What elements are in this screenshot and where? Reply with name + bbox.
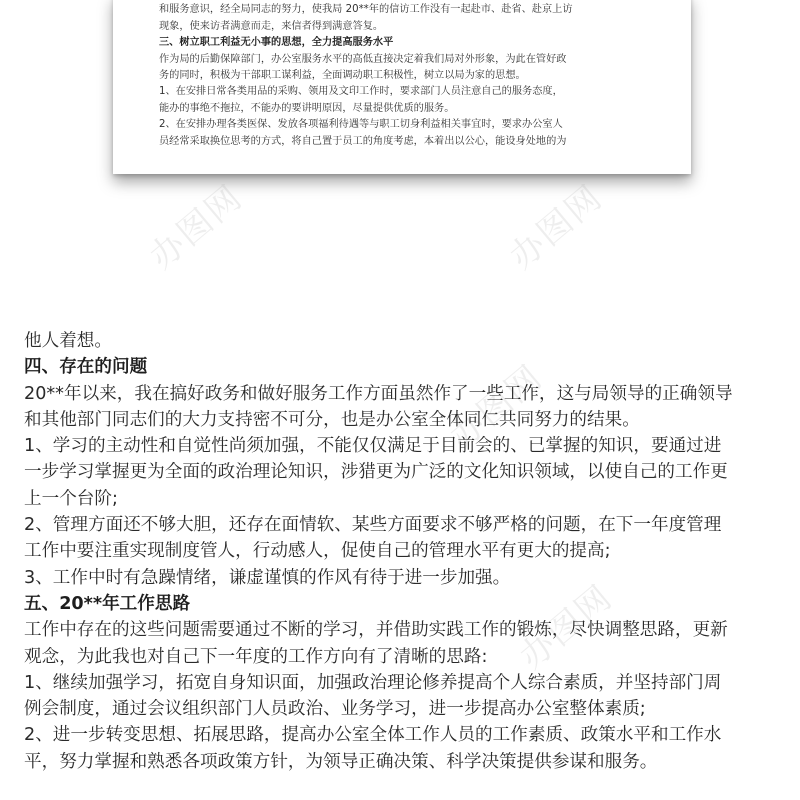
body-line: 观念，为此我也对自己下一年度的工作方向有了清晰的思路: <box>24 646 488 667</box>
body-line: 平，努力掌握和熟悉各项政策方针，为领导正确决策、科学决策提供参谋和服务。 <box>24 751 658 772</box>
watermark: 办图网 <box>142 177 251 278</box>
body-line: 工作中存在的这些问题需要通过不断的学习，并借助实践工作的锻炼，尽快调整思路，更新 <box>24 620 728 641</box>
body-line: 一步学习掌握更为全面的政治理论知识，涉猎更为广泛的文化知识领域，以使自己的工作更 <box>24 462 728 483</box>
body-line: 2、管理方面还不够大胆，还存在面情软、某些方面要求不够严格的问题，在下一年度管理 <box>24 515 722 536</box>
body-line: 3、工作中时有急躁情绪，谦虚谨慎的作风有待于进一步加强。 <box>24 567 511 588</box>
body-line: 1、学习的主动性和自觉性尚须加强，不能仅仅满足于目前会的、已掌握的知识，要通过进 <box>24 436 722 457</box>
body-line: 20**年以来，我在搞好政务和做好服务工作方面虽然作了一些工作，这与局领导的正确领导 <box>24 383 733 404</box>
watermark: 办图网 <box>442 357 551 458</box>
document-body <box>24 328 780 775</box>
preview-line: 能办的事绝不拖拉，不能办的要讲明原因，尽量提供优质的服务。 <box>159 102 455 114</box>
body-line: 工作中要注重实现制度管人，行动感人，促使自己的管理水平有更大的提高; <box>24 541 611 562</box>
body-line: 上一个台阶; <box>24 488 118 509</box>
body-line: 例会制度，通过会议组织部门人员政治、业务学习，进一步提高办公室整体素质; <box>24 699 646 720</box>
section-heading: 四、存在的问题 <box>24 357 148 378</box>
watermark: 办图网 <box>502 177 611 278</box>
preview-line: 员经常采取换位思考的方式，将自己置于员工的角度考虑，本着出以公心，能设身处地的为 <box>159 135 567 147</box>
body-line: 1、继续加强学习，拓宽自身知识面，加强政治理论修养提高个人综合素质，并坚持部门周 <box>24 672 722 693</box>
section-heading: 五、20**年工作思路 <box>24 593 191 614</box>
preview-line: 现象，使来访者满意而走，来信者得到满意答复。 <box>159 20 384 32</box>
document-preview-area <box>0 0 800 292</box>
preview-line: 作为局的后勤保障部门，办公室服务水平的高低直接决定着我们局对外形象，为此在管好政 <box>159 53 567 65</box>
preview-line: 2、在安排办理各类医保、发放各项福利待遇等与职工切身利益相关事宜时，要求办公室人 <box>159 119 563 131</box>
preview-line: 和服务意识，经全局同志的努力，使我局 20**年的信访工作没有一起赴市、赴省、赴京上访 <box>159 4 573 16</box>
preview-line: 务的同时，积极为干部职工谋利益，全面调动职工积极性，树立以局为家的思想。 <box>159 70 526 82</box>
document-preview-card <box>113 0 691 174</box>
body-line: 和其他部门同志们的大力支持密不可分，也是办公室全体同仁共同努力的结果。 <box>24 409 640 430</box>
body-line: 2、进一步转变思想、拓展思路，提高办公室全体工作人员的工作素质、政策水平和工作水 <box>24 725 722 746</box>
preview-line: 1、在安排日常各类用品的采购、领用及文印工作时，要求部门人员注意自己的服务态度， <box>159 86 563 98</box>
preview-section-heading: 三、树立职工利益无小事的思想，全力提高服务水平 <box>159 37 394 49</box>
watermark: 办图网 <box>512 577 621 678</box>
document-preview-text <box>159 0 659 150</box>
body-line: 他人着想。 <box>24 331 112 351</box>
